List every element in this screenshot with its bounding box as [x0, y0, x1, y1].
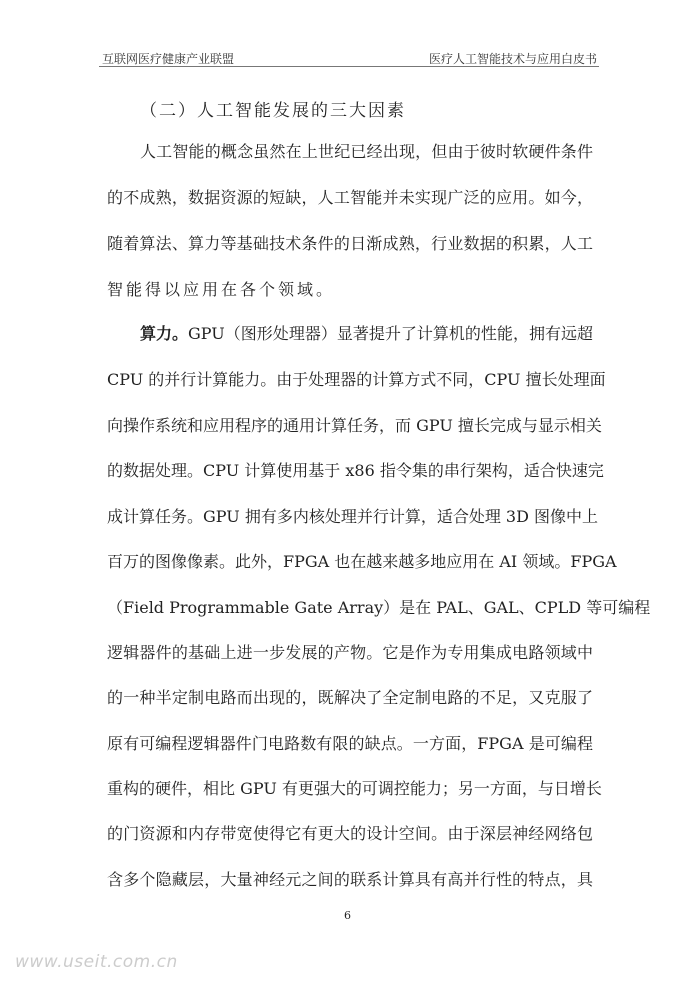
paragraph-line: （Field Programmable Gate Array）是在 PAL、GAL、CPLD 等可编程 [107, 598, 651, 617]
page-number: 6 [344, 909, 351, 922]
paragraph-line: 人工智能的概念虽然在上世纪已经出现，但由于彼时软硬件条件 [140, 142, 593, 161]
paragraph-line: 原有可编程逻辑器件门电路数有限的缺点。一方面，FPGA 是可编程 [107, 734, 593, 753]
paragraph-line: 的门资源和内存带宽使得它有更大的设计空间。由于深层神经网络包 [107, 824, 593, 843]
paragraph-line: 百万的图像像素。此外，FPGA 也在越来越多地应用在 AI 领域。FPGA [107, 552, 617, 571]
paragraph-line: 随着算法、算力等基础技术条件的日渐成熟，行业数据的积累，人工 [107, 234, 593, 253]
paragraph-line: 的数据处理。CPU 计算使用基于 x86 指令集的串行架构，适合快速完 [107, 461, 604, 480]
paragraph-line: CPU 的并行计算能力。由于处理器的计算方式不同，CPU 擅长处理面 [107, 370, 606, 389]
paragraph-line: 重构的硬件，相比 GPU 有更强大的可调控能力；另一方面，与日增长 [107, 779, 602, 798]
header-rule [99, 66, 599, 67]
paragraph-line: 智能得以应用在各个领域。 [107, 280, 336, 299]
paragraph-line: 成计算任务。GPU 拥有多内核处理并行计算，适合处理 3D 图像中上 [107, 507, 599, 526]
paragraph-line: 逻辑器件的基础上进一步发展的产物。它是作为专用集成电路领域中 [107, 643, 593, 662]
paragraph-line-text: GPU（图形处理器）显著提升了计算机的性能，拥有远超 [188, 324, 593, 343]
paragraph-line: 含多个隐藏层，大量神经元之间的联系计算具有高并行性的特点，具 [107, 870, 593, 889]
paragraph-line: 的一种半定制电路而出现的，既解决了全定制电路的不足，又克服了 [107, 688, 593, 707]
header-left: 互联网医疗健康产业联盟 [102, 52, 235, 66]
paragraph-line: 向操作系统和应用程序的通用计算任务，而 GPU 擅长完成与显示相关 [107, 416, 602, 435]
paragraph-line [140, 323, 593, 345]
watermark: www.useit.com.cn [15, 952, 178, 972]
paragraph-line: 的不成熟，数据资源的短缺，人工智能并未实现广泛的应用。如今， [107, 188, 593, 207]
header-right: 医疗人工智能技术与应用白皮书 [428, 52, 597, 66]
section-heading: （二）人工智能发展的三大因素 [140, 101, 406, 121]
bold-lead: 算力。 [140, 324, 189, 343]
